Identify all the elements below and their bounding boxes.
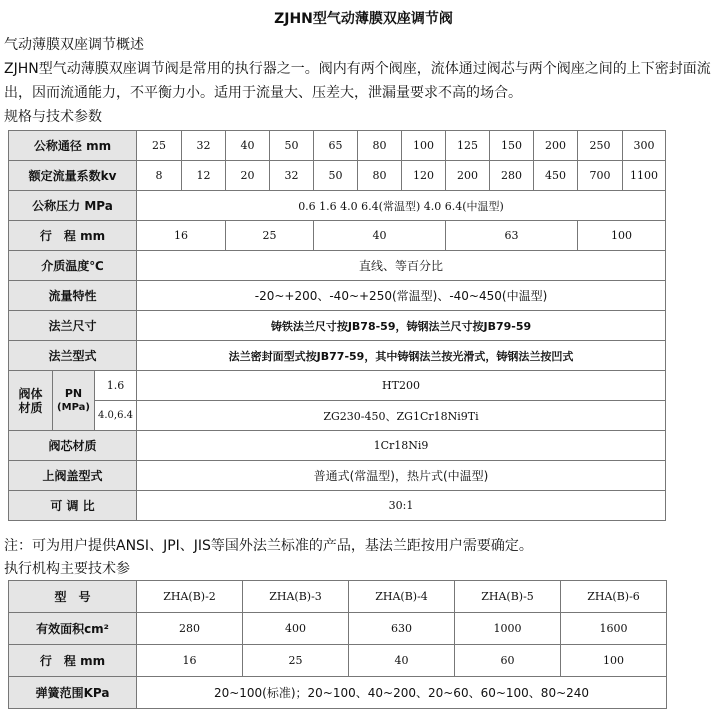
table-cell: 25 <box>226 221 314 251</box>
table-cell: 200 <box>446 161 490 191</box>
table-cell: 150 <box>490 131 534 161</box>
pn-label-1: PN <box>64 386 83 400</box>
pressure-label: 公称压力 MPa <box>9 191 137 221</box>
core-material-label: 阀芯材质 <box>9 431 137 461</box>
table-row <box>9 491 666 521</box>
table-cell: 400 <box>243 613 349 645</box>
actuator-stroke-label: 行 程 mm <box>9 645 137 677</box>
table-cell: 120 <box>402 161 446 191</box>
pn-label <box>53 371 95 431</box>
table-cell: 300 <box>623 131 666 161</box>
table-cell: 1600 <box>561 613 667 645</box>
body-material-label <box>9 371 53 431</box>
pn-row1-value: HT200 <box>137 371 666 401</box>
table-row <box>9 613 667 645</box>
table-cell: 1100 <box>623 161 666 191</box>
table-row <box>9 161 666 191</box>
actuator-heading: 执行机构主要技术参 <box>4 561 130 577</box>
table-row <box>9 371 666 401</box>
table-cell: 250 <box>578 131 623 161</box>
adjust-ratio-value: 30:1 <box>137 491 666 521</box>
table-cell: ZHA(B)-2 <box>137 581 243 613</box>
table-cell: 40 <box>314 221 446 251</box>
table-cell: 25 <box>137 131 182 161</box>
body-material-label-1: 阀体 <box>18 386 43 401</box>
overview-text-2: 出，因而流通能力，不平衡力小。适用于流量大、压差大，泄漏量要求不高的场合。 <box>4 85 522 101</box>
table-row <box>9 221 666 251</box>
flange-size-label: 法兰尺寸 <box>9 311 137 341</box>
page-title: ZJHN型气动薄膜双座调节阀 <box>274 11 453 27</box>
table-cell: 630 <box>349 613 455 645</box>
table-cell: 40 <box>349 645 455 677</box>
pn-row2: 4.0,6.4 <box>95 401 137 431</box>
overview-text-1: ZJHN型气动薄膜双座调节阀是常用的执行器之一。阀内有两个阀座，流体通过阀芯与两个阀座之间的上下密封面流 <box>4 61 711 77</box>
table-cell: ZHA(B)-5 <box>455 581 561 613</box>
table-cell: 280 <box>137 613 243 645</box>
table-row <box>9 431 666 461</box>
spec-heading: 规格与技术参数 <box>4 109 102 125</box>
model-label: 型 号 <box>9 581 137 613</box>
flow-coeff-label: 额定流量系数kv <box>9 161 137 191</box>
table-cell: 200 <box>534 131 578 161</box>
table-cell: 25 <box>243 645 349 677</box>
overview-heading: 气动薄膜双座调节概述 <box>4 37 144 53</box>
note-text: 注：可为用户提供ANSI、JPI、JIS等国外法兰标准的产品，基法兰距按用户需要确定。 <box>4 538 533 554</box>
table-cell: ZHA(B)-6 <box>561 581 667 613</box>
table-cell: 100 <box>578 221 666 251</box>
table-row <box>9 401 666 431</box>
table-cell: 50 <box>270 131 314 161</box>
flow-char-label: 流量特性 <box>9 281 137 311</box>
table-row <box>9 341 666 371</box>
bonnet-value: 普通式(常温型)，热片式(中温型) <box>137 461 666 491</box>
table-cell: 80 <box>358 131 402 161</box>
table-cell: 80 <box>358 161 402 191</box>
table-cell: 32 <box>182 131 226 161</box>
table-cell: 16 <box>137 221 226 251</box>
table-cell: 63 <box>446 221 578 251</box>
table-row <box>9 677 667 709</box>
table-row <box>9 461 666 491</box>
pn-row1: 1.6 <box>95 371 137 401</box>
table-cell: 100 <box>402 131 446 161</box>
table-row <box>9 645 667 677</box>
table-row <box>9 281 666 311</box>
spring-label: 弹簧范围KPa <box>9 677 137 709</box>
table-row <box>9 251 666 281</box>
flow-char-value: -20~+200、-40~+250(常温型)、-40~450(中温型) <box>137 281 666 311</box>
table-cell: 65 <box>314 131 358 161</box>
table-cell: 700 <box>578 161 623 191</box>
table-cell: 16 <box>137 645 243 677</box>
table-cell: 450 <box>534 161 578 191</box>
table-cell: ZHA(B)-3 <box>243 581 349 613</box>
flange-type-value: 法兰密封面型式按JB77-59，其中铸钢法兰按光滑式，铸钢法兰按凹式 <box>137 341 666 371</box>
spring-value: 20~100(标准)；20~100、40~200、20~60、60~100、80~240 <box>137 677 667 709</box>
table-cell: 125 <box>446 131 490 161</box>
table-cell: 1000 <box>455 613 561 645</box>
table-cell: 100 <box>561 645 667 677</box>
table-cell: 60 <box>455 645 561 677</box>
medium-temp-value: 直线、等百分比 <box>137 251 666 281</box>
nominal-diameter-label: 公称通径 mm <box>9 131 137 161</box>
actuator-table <box>8 580 667 709</box>
flange-size-value: 铸铁法兰尺寸按JB78-59，铸钢法兰尺寸按JB79-59 <box>137 311 666 341</box>
table-row <box>9 311 666 341</box>
table-row <box>9 191 666 221</box>
body-material-label-2: 材质 <box>18 400 43 415</box>
bonnet-label: 上阀盖型式 <box>9 461 137 491</box>
area-label: 有效面积cm² <box>9 613 137 645</box>
table-cell: 8 <box>137 161 182 191</box>
pressure-value: 0.6 1.6 4.0 6.4(常温型) 4.0 6.4(中温型) <box>137 191 666 221</box>
stroke-label: 行 程 mm <box>9 221 137 251</box>
medium-temp-label: 介质温度℃ <box>9 251 137 281</box>
core-material-value: 1Cr18Ni9 <box>137 431 666 461</box>
table-cell: 32 <box>270 161 314 191</box>
adjust-ratio-label: 可 调 比 <box>9 491 137 521</box>
pn-row2-value: ZG230-450、ZG1Cr18Ni9Ti <box>137 401 666 431</box>
flange-type-label: 法兰型式 <box>9 341 137 371</box>
table-cell: 50 <box>314 161 358 191</box>
table-cell: 40 <box>226 131 270 161</box>
table-cell: ZHA(B)-4 <box>349 581 455 613</box>
table-row <box>9 581 667 613</box>
spec-table <box>8 130 666 521</box>
table-cell: 12 <box>182 161 226 191</box>
table-cell: 20 <box>226 161 270 191</box>
table-row <box>9 131 666 161</box>
table-cell: 280 <box>490 161 534 191</box>
pn-label-2: (MPa) <box>57 401 90 413</box>
